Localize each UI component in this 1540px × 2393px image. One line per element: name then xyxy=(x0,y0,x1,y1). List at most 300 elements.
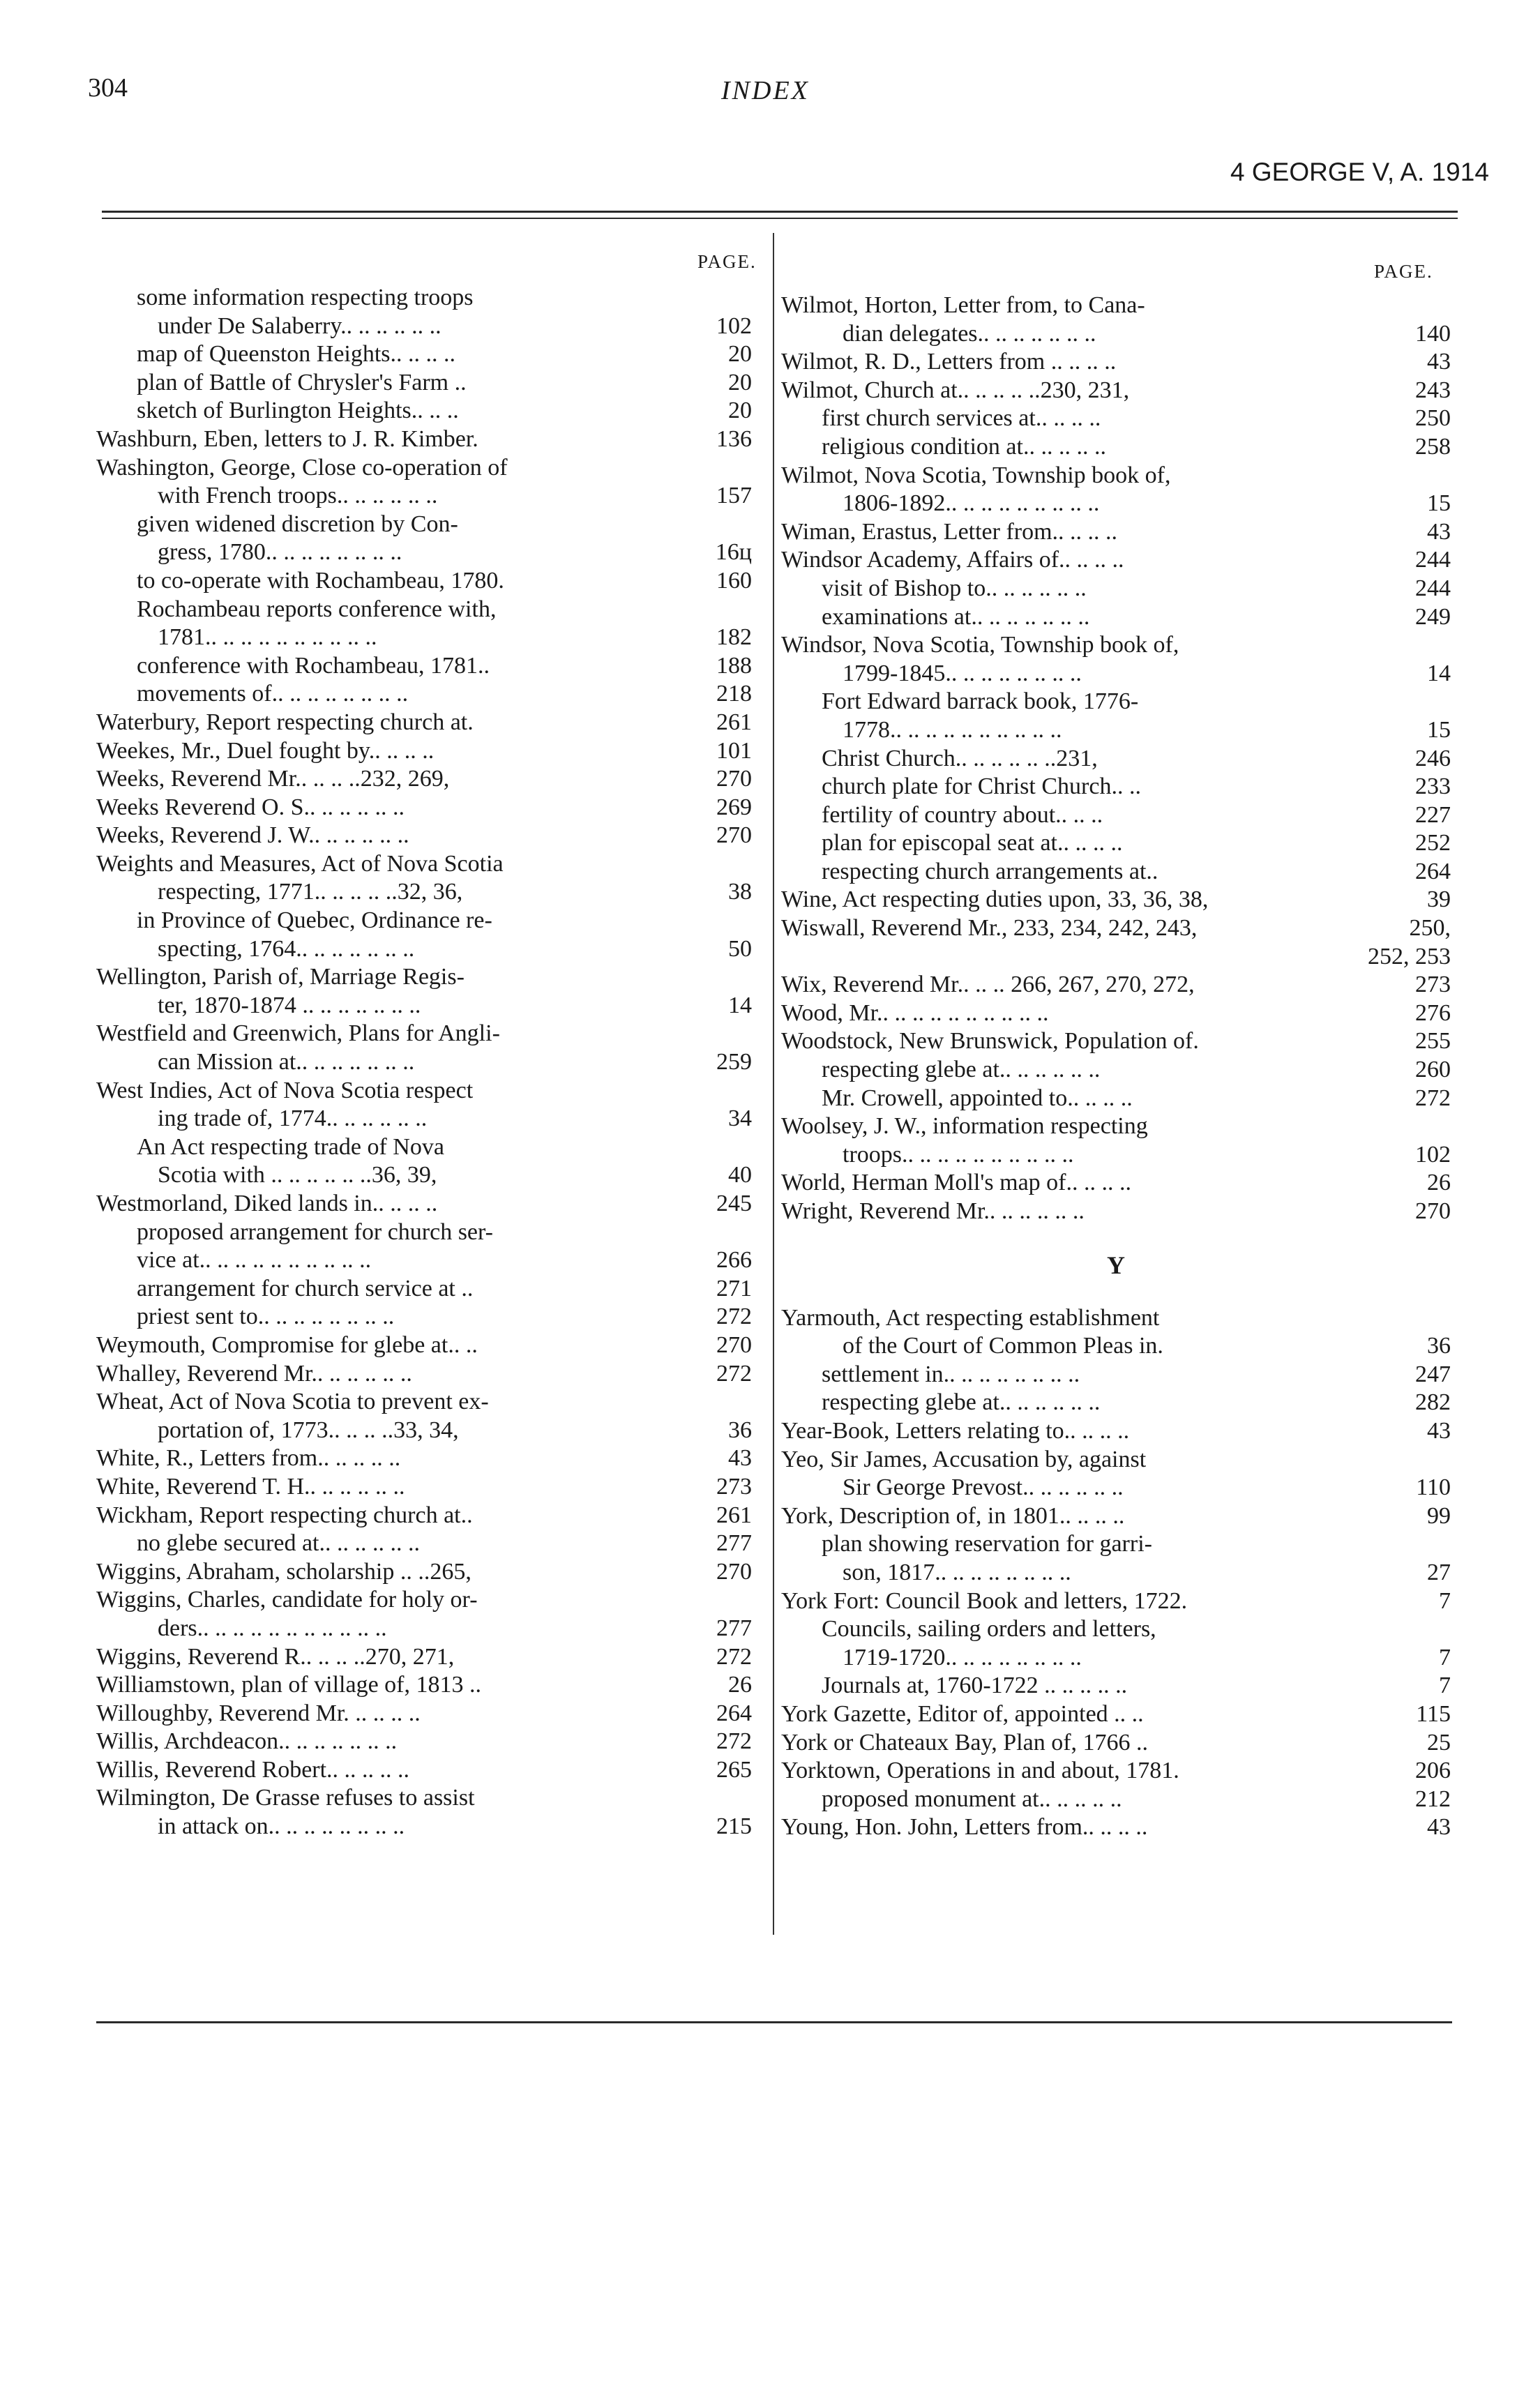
index-entry xyxy=(781,1446,1451,1474)
entry-page: 265 xyxy=(716,1756,752,1783)
entry-page: 246 xyxy=(1415,745,1451,771)
index-entry xyxy=(781,462,1451,490)
entry-page: 277 xyxy=(716,1530,752,1557)
index-entry xyxy=(96,1530,752,1558)
index-entry xyxy=(96,1105,752,1133)
index-entry xyxy=(96,1048,752,1077)
entry-page: 264 xyxy=(1415,858,1451,884)
entry-page: 273 xyxy=(716,1473,752,1500)
entry-text: Wiggins, Reverend R.. .. .. ..270, 271, xyxy=(96,1643,455,1670)
index-entry xyxy=(96,1303,752,1331)
entry-text: some information respecting troops xyxy=(137,285,474,310)
index-entry xyxy=(96,1728,752,1756)
entry-text: 1806-1892.. .. .. .. .. .. .. .. .. xyxy=(843,490,1100,517)
entry-text: Wiggins, Abraham, scholarship .. ..265, xyxy=(96,1558,471,1585)
session-label: 4 GEORGE V, A. 1914 xyxy=(1230,158,1489,186)
entry-text: ders.. .. .. .. .. .. .. .. .. .. .. xyxy=(158,1615,387,1641)
index-entry xyxy=(781,603,1451,632)
entry-page: 264 xyxy=(716,1700,752,1726)
entry-text: Willoughby, Reverend Mr. .. .. .. .. xyxy=(96,1700,421,1726)
entry-page: 20 xyxy=(728,341,752,368)
entry-text: Woolsey, J. W., information respecting xyxy=(781,1113,1148,1140)
index-entry xyxy=(96,1671,752,1700)
index-entry xyxy=(781,320,1451,349)
index-entry xyxy=(96,1502,752,1530)
entry-text: first church services at.. .. .. .. xyxy=(822,405,1101,432)
entry-text: under De Salaberry.. .. .. .. .. .. xyxy=(158,312,441,339)
entry-text: can Mission at.. .. .. .. .. .. .. xyxy=(158,1049,415,1075)
page-number: 304 xyxy=(88,73,128,103)
index-entry xyxy=(781,1786,1451,1814)
entry-text: with French troops.. .. .. .. .. .. xyxy=(158,483,438,509)
entry-text: no glebe secured at.. .. .. .. .. .. xyxy=(137,1530,420,1557)
index-entry xyxy=(781,1644,1451,1673)
index-entry xyxy=(96,1331,752,1360)
index-entry xyxy=(781,1502,1451,1531)
entry-page: 36 xyxy=(728,1417,752,1443)
entry-page: 160 xyxy=(716,567,752,594)
index-entry xyxy=(781,575,1451,603)
index-entry xyxy=(96,1813,752,1841)
entry-page: 43 xyxy=(1427,1417,1451,1444)
entry-page: 110 xyxy=(1416,1474,1451,1501)
entry-text: Yarmouth, Act respecting establishment xyxy=(781,1304,1160,1331)
index-entry xyxy=(781,377,1451,405)
index-entry xyxy=(96,1275,752,1304)
entry-text: dian delegates.. .. .. .. .. .. .. xyxy=(843,320,1096,347)
index-entry xyxy=(781,1141,1451,1170)
index-entry xyxy=(781,943,1451,972)
entry-text: respecting, 1771.. .. .. .. ..32, 36, xyxy=(158,879,463,905)
entry-text: York Fort: Council Book and letters, 1722. xyxy=(781,1587,1188,1614)
entry-page: 244 xyxy=(1415,547,1451,573)
index-entry xyxy=(96,1360,752,1389)
index-entry xyxy=(781,1169,1451,1198)
entry-page: 270 xyxy=(716,822,752,849)
entry-text: Waterbury, Report respecting church at. xyxy=(96,709,474,735)
entry-page: 101 xyxy=(716,737,752,764)
entry-text: Williamstown, plan of village of, 1813 .. xyxy=(96,1672,481,1698)
index-entry xyxy=(781,405,1451,433)
index-entry xyxy=(96,1388,752,1417)
index-entry xyxy=(781,1027,1451,1056)
entry-text: 1781.. .. .. .. .. .. .. .. .. .. xyxy=(158,624,377,651)
entry-page: 270 xyxy=(716,1558,752,1585)
entry-page: 136 xyxy=(716,425,752,452)
entry-text: son, 1817.. .. .. .. .. .. .. .. xyxy=(843,1559,1071,1585)
entry-text: Wheat, Act of Nova Scotia to prevent ex- xyxy=(96,1389,489,1415)
entry-page: 247 xyxy=(1415,1361,1451,1387)
index-entry xyxy=(781,716,1451,745)
entry-page: 7 xyxy=(1439,1644,1451,1670)
entry-text: given widened discretion by Con- xyxy=(137,511,458,537)
index-entry xyxy=(781,1417,1451,1446)
entry-text: specting, 1764.. .. .. .. .. .. .. xyxy=(158,935,415,962)
index-entry xyxy=(96,1643,752,1672)
entry-text: Wilmot, Church at.. .. .. .. ..230, 231, xyxy=(781,377,1130,403)
index-entry xyxy=(781,1112,1451,1141)
entry-text: in Province of Quebec, Ordinance re- xyxy=(137,907,492,934)
index-entry xyxy=(96,1700,752,1728)
entry-page: 20 xyxy=(728,369,752,395)
index-entry xyxy=(781,1389,1451,1417)
entry-page: 272 xyxy=(716,1304,752,1330)
entry-page: 188 xyxy=(716,652,752,679)
entry-page: 269 xyxy=(716,794,752,820)
index-entry xyxy=(96,1558,752,1587)
entry-page: 102 xyxy=(716,312,752,339)
entry-text: An Act respecting trade of Nova xyxy=(137,1133,444,1160)
entry-page: 252 xyxy=(1415,830,1451,856)
index-entry xyxy=(96,935,752,964)
index-entry xyxy=(96,709,752,737)
entry-text: Sir George Prevost.. .. .. .. .. .. xyxy=(843,1474,1124,1501)
entry-page: 157 xyxy=(716,483,752,509)
index-entry xyxy=(96,596,752,624)
entry-page: 233 xyxy=(1415,773,1451,800)
index-entry xyxy=(781,292,1451,320)
entry-page: 249 xyxy=(1415,603,1451,630)
index-entry xyxy=(96,1077,752,1105)
entry-page: 7 xyxy=(1439,1587,1451,1614)
index-entry xyxy=(96,963,752,992)
entry-text: portation of, 1773.. .. .. ..33, 34, xyxy=(158,1417,459,1443)
index-entry xyxy=(96,652,752,681)
entry-text: Wickham, Report respecting church at.. xyxy=(96,1502,473,1528)
entry-page: 43 xyxy=(1427,518,1451,545)
entry-page: 258 xyxy=(1415,433,1451,460)
index-entry xyxy=(781,1813,1451,1842)
entry-page: 272 xyxy=(716,1728,752,1755)
entry-text: Wix, Reverend Mr.. .. .. 266, 267, 270, 272, xyxy=(781,972,1195,998)
entry-text: Weymouth, Compromise for glebe at.. .. xyxy=(96,1331,478,1358)
entry-text: ing trade of, 1774.. .. .. .. .. .. xyxy=(158,1105,428,1132)
index-entry xyxy=(781,971,1451,999)
index-entry xyxy=(96,340,752,369)
entry-text: Wiswall, Reverend Mr., 233, 234, 242, 243, xyxy=(781,915,1198,942)
entry-text: York or Chateaux Bay, Plan of, 1766 .. xyxy=(781,1729,1149,1756)
header-rule xyxy=(102,211,1458,213)
index-entry xyxy=(96,1161,752,1190)
entry-page: 38 xyxy=(728,879,752,905)
index-entry xyxy=(96,907,752,935)
index-entry xyxy=(96,1444,752,1473)
entry-text: Washburn, Eben, letters to J. R. Kimber. xyxy=(96,425,478,452)
entry-text: of the Court of Common Pleas in. xyxy=(843,1333,1163,1359)
index-entry xyxy=(96,1190,752,1218)
index-entry xyxy=(781,1304,1451,1333)
index-entry xyxy=(781,999,1451,1028)
entry-page: 260 xyxy=(1415,1057,1451,1083)
entry-page: 270 xyxy=(716,766,752,792)
entry-text: to co-operate with Rochambeau, 1780. xyxy=(137,567,504,594)
index-entry xyxy=(781,1332,1451,1361)
index-entry xyxy=(781,1559,1451,1587)
entry-page: 272 xyxy=(716,1360,752,1387)
entry-text: arrangement for church service at .. xyxy=(137,1275,474,1301)
index-entry xyxy=(781,1530,1451,1559)
index-entry xyxy=(96,1586,752,1615)
index-entry xyxy=(96,425,752,454)
entry-text: Willis, Archdeacon.. .. .. .. .. .. .. xyxy=(96,1728,398,1755)
entry-text: Wiman, Erastus, Letter from.. .. .. .. xyxy=(781,518,1118,545)
entry-text: 1778.. .. .. .. .. .. .. .. .. .. xyxy=(843,716,1062,743)
entry-page: 102 xyxy=(1415,1141,1451,1168)
entry-text: movements of.. .. .. .. .. .. .. .. xyxy=(137,681,409,707)
index-entry xyxy=(96,369,752,398)
entry-text: Yorktown, Operations in and about, 1781. xyxy=(781,1758,1179,1784)
entry-page: 212 xyxy=(1415,1786,1451,1812)
entry-page: 34 xyxy=(728,1105,752,1132)
entry-text: gress, 1780.. .. .. .. .. .. .. .. xyxy=(158,539,402,566)
entry-text: Whalley, Reverend Mr.. .. .. .. .. .. xyxy=(96,1360,412,1387)
index-entry xyxy=(96,765,752,794)
entry-page: 26 xyxy=(728,1672,752,1698)
entry-page: 206 xyxy=(1415,1758,1451,1784)
index-entry xyxy=(781,518,1451,547)
entry-page: 227 xyxy=(1415,801,1451,828)
entry-text: Weeks, Reverend J. W.. .. .. .. .. .. xyxy=(96,822,409,849)
index-entry xyxy=(781,688,1451,716)
entry-text: York Gazette, Editor of, appointed .. .. xyxy=(781,1700,1144,1727)
index-entry xyxy=(96,1246,752,1275)
entry-text: Councils, sailing orders and letters, xyxy=(822,1616,1156,1643)
entry-page: 16ц xyxy=(715,539,752,566)
entry-text: White, R., Letters from.. .. .. .. .. xyxy=(96,1445,401,1472)
entry-text: proposed monument at.. .. .. .. .. xyxy=(822,1786,1122,1812)
entry-text: map of Queenston Heights.. .. .. .. xyxy=(137,341,456,368)
index-entry xyxy=(96,1756,752,1785)
entry-text: Westmorland, Diked lands in.. .. .. .. xyxy=(96,1191,438,1216)
index-entry xyxy=(96,822,752,850)
footer-rule xyxy=(96,2021,1452,2023)
entry-text: Weeks Reverend O. S.. .. .. .. .. .. xyxy=(96,794,405,820)
index-entry xyxy=(96,538,752,567)
entry-text: West Indies, Act of Nova Scotia respect xyxy=(96,1077,474,1103)
index-entry xyxy=(781,1085,1451,1113)
entry-page: 14 xyxy=(1427,660,1451,686)
entry-text: World, Herman Moll's map of.. .. .. .. xyxy=(781,1170,1131,1196)
entry-text: Rochambeau reports conference with, xyxy=(137,596,497,622)
entry-page: 276 xyxy=(1415,999,1451,1026)
index-entry xyxy=(781,433,1451,462)
entry-page: 272 xyxy=(1415,1085,1451,1111)
entry-text: Weekes, Mr., Duel fought by.. .. .. .. xyxy=(96,737,435,764)
entry-text: church plate for Christ Church.. .. xyxy=(822,773,1141,800)
entry-page: 266 xyxy=(716,1247,752,1274)
entry-text: Wilmot, Horton, Letter from, to Cana- xyxy=(781,292,1145,318)
entry-page: 27 xyxy=(1427,1559,1451,1585)
index-entry xyxy=(781,829,1451,858)
index-entry xyxy=(781,801,1451,830)
entry-page: 271 xyxy=(716,1275,752,1301)
entry-text: sketch of Burlington Heights.. .. .. xyxy=(137,398,459,424)
index-entry xyxy=(781,1729,1451,1758)
index-entry xyxy=(781,490,1451,518)
entry-text: ter, 1870-1874 .. .. .. .. .. .. .. xyxy=(158,992,421,1018)
entry-text: Wellington, Parish of, Marriage Regis- xyxy=(96,964,465,990)
entry-text: Wood, Mr.. .. .. .. .. .. .. .. .. .. xyxy=(781,999,1049,1026)
entry-text: proposed arrangement for church ser- xyxy=(137,1218,493,1245)
header-rule-thin xyxy=(102,218,1458,219)
index-entry xyxy=(781,858,1451,886)
index-entry xyxy=(96,1133,752,1162)
index-entry xyxy=(96,567,752,596)
index-entry xyxy=(781,1474,1451,1502)
entry-text: York, Description of, in 1801.. .. .. .. xyxy=(781,1502,1125,1529)
entry-page: 282 xyxy=(1415,1389,1451,1416)
column-divider xyxy=(773,233,774,1935)
entry-page: 243 xyxy=(1415,377,1451,403)
right-index-column xyxy=(781,292,1451,1842)
entry-text: Westfield and Greenwich, Plans for Angli- xyxy=(96,1020,500,1047)
index-entry xyxy=(96,850,752,879)
entry-text: 1799-1845.. .. .. .. .. .. .. .. xyxy=(843,660,1082,686)
entry-page: 43 xyxy=(728,1445,752,1472)
entry-page: 244 xyxy=(1415,575,1451,601)
entry-text: visit of Bishop to.. .. .. .. .. .. xyxy=(822,575,1087,601)
index-entry xyxy=(781,660,1451,688)
entry-text: settlement in.. .. .. .. .. .. .. .. xyxy=(822,1361,1080,1387)
entry-page: 140 xyxy=(1415,320,1451,347)
entry-page: 252, 253 xyxy=(1368,943,1451,969)
entry-page: 25 xyxy=(1427,1729,1451,1756)
entry-page: 250 xyxy=(1415,405,1451,432)
index-entry xyxy=(96,794,752,822)
entry-text: Wilmot, Nova Scotia, Township book of, xyxy=(781,462,1171,488)
entry-text: plan showing reservation for garri- xyxy=(822,1531,1152,1557)
entry-text: troops.. .. .. .. .. .. .. .. .. .. xyxy=(843,1141,1074,1168)
index-entry xyxy=(96,482,752,511)
index-entry xyxy=(781,348,1451,377)
index-entry xyxy=(781,1056,1451,1085)
entry-text: in attack on.. .. .. .. .. .. .. .. xyxy=(158,1813,405,1840)
entry-page: 15 xyxy=(1427,490,1451,517)
entry-page: 277 xyxy=(716,1615,752,1641)
entry-text: vice at.. .. .. .. .. .. .. .. .. .. xyxy=(137,1247,372,1274)
entry-page: 261 xyxy=(716,709,752,735)
entry-text: Windsor Academy, Affairs of.. .. .. .. xyxy=(781,547,1124,573)
index-entry xyxy=(781,1615,1451,1644)
entry-page: 272 xyxy=(716,1643,752,1670)
index-entry xyxy=(96,454,752,483)
entry-page: 245 xyxy=(716,1191,752,1216)
index-entry xyxy=(96,284,752,312)
entry-text: conference with Rochambeau, 1781.. xyxy=(137,652,490,679)
entry-page: 15 xyxy=(1427,716,1451,743)
index-entry xyxy=(96,1784,752,1813)
entry-page: 261 xyxy=(716,1502,752,1528)
entry-text: priest sent to.. .. .. .. .. .. .. .. xyxy=(137,1304,395,1330)
entry-text: Year-Book, Letters relating to.. .. .. .. xyxy=(781,1417,1130,1444)
entry-page: 99 xyxy=(1427,1502,1451,1529)
index-entry xyxy=(96,878,752,907)
entry-page: 20 xyxy=(728,398,752,424)
entry-page: 250, xyxy=(1409,915,1451,942)
entry-text: examinations at.. .. .. .. .. .. .. xyxy=(822,603,1090,630)
entry-text: Wilmot, R. D., Letters from .. .. .. .. xyxy=(781,349,1117,375)
entry-text: religious condition at.. .. .. .. .. xyxy=(822,433,1106,460)
entry-text: Willis, Reverend Robert.. .. .. .. .. xyxy=(96,1756,410,1783)
entry-text: respecting glebe at.. .. .. .. .. .. xyxy=(822,1389,1101,1416)
index-entry xyxy=(781,886,1451,914)
entry-page: 270 xyxy=(716,1331,752,1358)
entry-text: Mr. Crowell, appointed to.. .. .. .. xyxy=(822,1085,1133,1111)
entry-text: Wiggins, Charles, candidate for holy or- xyxy=(96,1587,478,1613)
entry-text: Christ Church.. .. .. .. .. ..231, xyxy=(822,745,1098,771)
right-page-label: PAGE. xyxy=(1374,261,1433,282)
index-entry xyxy=(96,624,752,652)
entry-text: White, Reverend T. H.. .. .. .. .. .. xyxy=(96,1473,405,1500)
index-entry xyxy=(96,312,752,341)
entry-text: Weights and Measures, Act of Nova Scotia xyxy=(96,850,504,877)
entry-text: 1719-1720.. .. .. .. .. .. .. .. xyxy=(843,1644,1082,1670)
index-entry xyxy=(96,1020,752,1048)
entry-text: Washington, George, Close co-operation of xyxy=(96,454,508,481)
section-letter: Y xyxy=(1107,1251,1125,1279)
index-entry xyxy=(781,745,1451,773)
entry-text: Wine, Act respecting duties upon, 33, 36, 38, xyxy=(781,886,1209,913)
entry-text: Windsor, Nova Scotia, Township book of, xyxy=(781,632,1179,658)
entry-page: 259 xyxy=(716,1049,752,1075)
entry-page: 14 xyxy=(728,992,752,1018)
entry-page: 39 xyxy=(1427,886,1451,913)
index-entry xyxy=(96,1615,752,1643)
entry-text: respecting glebe at.. .. .. .. .. .. xyxy=(822,1057,1101,1083)
entry-text: respecting church arrangements at.. xyxy=(822,858,1158,884)
entry-text: Wright, Reverend Mr.. .. .. .. .. .. xyxy=(781,1198,1085,1224)
entry-page: 7 xyxy=(1439,1673,1451,1699)
index-entry xyxy=(781,1700,1451,1729)
entry-page: 270 xyxy=(1415,1198,1451,1224)
left-page-label: PAGE. xyxy=(697,251,757,272)
index-entry xyxy=(781,1672,1451,1700)
index-entry xyxy=(96,1473,752,1502)
entry-page: 40 xyxy=(728,1162,752,1188)
index-entry xyxy=(96,1417,752,1445)
entry-page: 215 xyxy=(716,1813,752,1840)
entry-page: 43 xyxy=(1427,349,1451,375)
entry-text: plan of Battle of Chrysler's Farm .. xyxy=(137,369,467,395)
entry-page: 182 xyxy=(716,624,752,651)
entry-text: Young, Hon. John, Letters from.. .. .. .. xyxy=(781,1814,1148,1841)
running-title: INDEX xyxy=(721,76,810,105)
index-entry xyxy=(781,546,1451,575)
entry-text: Weeks, Reverend Mr.. .. .. ..232, 269, xyxy=(96,766,450,792)
entry-text: plan for episcopal seat at.. .. .. .. xyxy=(822,830,1123,856)
entry-page: 115 xyxy=(1416,1700,1451,1727)
entry-text: Fort Edward barrack book, 1776- xyxy=(822,688,1139,715)
entry-page: 273 xyxy=(1415,972,1451,998)
entry-text: Scotia with .. .. .. .. .. ..36, 39, xyxy=(158,1162,437,1188)
index-entry xyxy=(96,737,752,766)
index-entry xyxy=(781,914,1451,943)
index-entry xyxy=(781,1587,1451,1616)
left-index-column xyxy=(96,284,752,1841)
entry-page: 255 xyxy=(1415,1028,1451,1055)
index-entry xyxy=(96,511,752,539)
entry-page: 36 xyxy=(1427,1333,1451,1359)
index-entry xyxy=(96,397,752,425)
entry-page: 218 xyxy=(716,681,752,707)
entry-page: 26 xyxy=(1427,1170,1451,1196)
index-entry xyxy=(781,1198,1451,1226)
entry-text: Journals at, 1760-1722 .. .. .. .. .. xyxy=(822,1673,1128,1699)
entry-page: 50 xyxy=(728,935,752,962)
entry-text: Yeo, Sir James, Accusation by, against xyxy=(781,1446,1147,1472)
entry-page: 43 xyxy=(1427,1814,1451,1841)
index-entry xyxy=(96,1218,752,1247)
